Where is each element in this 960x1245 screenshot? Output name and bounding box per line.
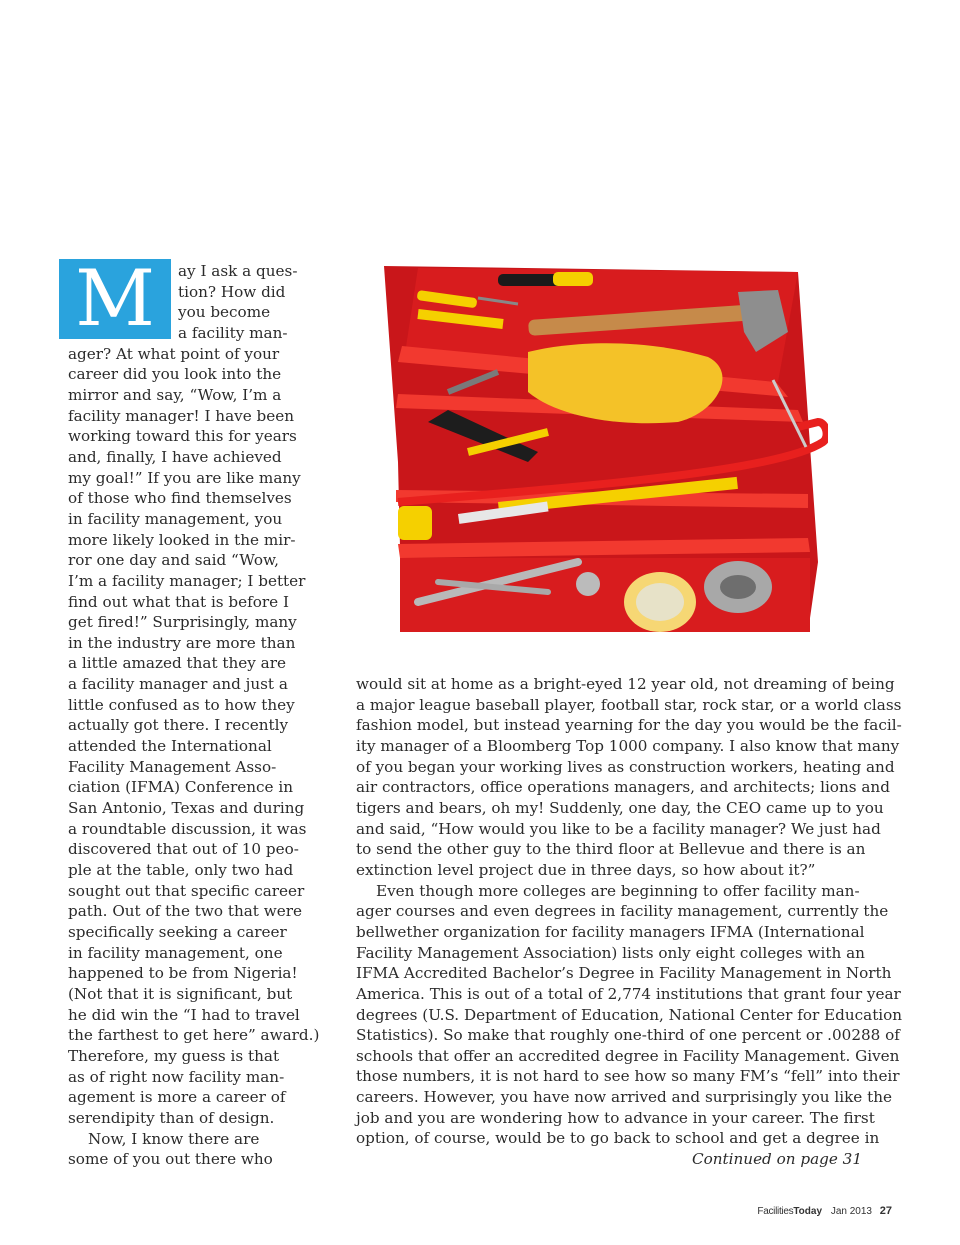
body-line: job and you are wondering how to advance in your career. The first [356, 1108, 875, 1127]
page-number: 27 [879, 1205, 892, 1217]
body-line: in facility management, one [68, 943, 283, 962]
body-line: Facility Management Asso- [68, 757, 277, 776]
body-line: actually got there. I recently [68, 716, 289, 735]
body-line: in facility management, you [68, 509, 283, 528]
body-line: get fired!” Surprisingly, many [68, 613, 297, 632]
body-line: Facility Management Association) lists only eight colleges with an [356, 943, 865, 962]
body-line: and, finally, I have achieved [68, 447, 282, 466]
body-line: tion? How did [178, 282, 286, 301]
drop-cap: M [59, 259, 171, 339]
publication-name-bold: Today [793, 1206, 823, 1217]
issue-date: Jan 2013 [830, 1206, 872, 1217]
body-line: IFMA Accredited Bachelor’s Degree in Facility Management in North [356, 964, 892, 983]
body-line: as of right now facility man- [68, 1067, 285, 1086]
body-line: Therefore, my guess is that [68, 1046, 280, 1065]
body-line: he did win the “I had to travel [68, 1005, 300, 1024]
page-footer [757, 1205, 892, 1217]
body-line: of you began your working lives as construction workers, heating and [356, 757, 895, 776]
body-line: working toward this for years [68, 427, 297, 446]
body-line: a facility man- [178, 323, 288, 342]
body-line: would sit at home as a bright-eyed 12 year old, not dreaming of being [356, 675, 895, 693]
body-line: air contractors, office operations managers, and architects; lions and [356, 778, 890, 797]
body-line: little confused as to how they [68, 695, 295, 714]
body-line: agement is more a career of [68, 1088, 286, 1107]
body-line: specifically seeking a career [68, 923, 287, 941]
body-line: of those who find themselves [68, 489, 292, 508]
body-line: sought out that specific career [68, 881, 305, 900]
body-line: facility manager! I have been [68, 406, 294, 425]
toolbox-photo [378, 262, 828, 652]
body-line: option, of course, would be to go back to school and get a degree in [356, 1129, 880, 1148]
body-line: more likely looked in the mir- [68, 530, 296, 549]
body-line: some of you out there who [68, 1150, 273, 1169]
body-line: San Antonio, Texas and during [68, 799, 305, 818]
body-line: the farthest to get here” award.) [68, 1026, 320, 1045]
body-line: serendipity than of design. [68, 1108, 275, 1127]
body-line: degrees (U.S. Department of Education, National Center for Education [356, 1005, 903, 1024]
article-left-column [68, 261, 320, 1170]
body-line: to send the other guy to the third floor at Bellevue and there is an [356, 840, 866, 859]
body-line: attended the International [68, 737, 272, 756]
body-line: ror one day and said “Wow, [68, 551, 279, 570]
body-line: Even though more colleges are beginning to offer facility man- [376, 881, 860, 900]
body-line: path. Out of the two that were [68, 902, 302, 921]
body-line: tigers and bears, oh my! Suddenly, one day, the CEO came up to you [356, 798, 884, 817]
article-right-column [356, 674, 903, 1170]
body-line: Now, I know there are [88, 1129, 260, 1148]
body-line: careers. However, you have now arrived and surprisingly you like the [356, 1088, 892, 1107]
publication-name: Facilities [757, 1206, 794, 1217]
body-line: and said, “How would you like to be a facility manager? We just had [356, 819, 881, 838]
body-line: a roundtable discussion, it was [68, 819, 307, 838]
body-line: find out what that is before I [68, 592, 289, 611]
body-line: ager? At what point of your [68, 344, 280, 363]
body-line: ity manager of a Bloomberg Top 1000 company. I also know that many [356, 736, 900, 755]
body-line: (Not that it is significant, but [68, 984, 293, 1003]
body-line: you become [178, 303, 271, 322]
body-line: my goal!” If you are like many [68, 468, 301, 487]
body-line: ciation (IFMA) Conference in [68, 778, 294, 797]
body-line: mirror and say, “Wow, I’m a [68, 385, 282, 404]
body-line: a major league baseball player, football star, rock star, or a world class [356, 695, 902, 714]
body-line: ple at the table, only two had [68, 861, 294, 880]
body-line: America. This is out of a total of 2,774 institutions that grant four year [356, 984, 901, 1003]
body-line: those numbers, it is not hard to see how so many FM’s “fell” into their [356, 1067, 900, 1086]
body-line: happened to be from Nigeria! [68, 964, 298, 983]
body-line: ay I ask a ques- [178, 262, 298, 280]
body-line: ager courses and even degrees in facility management, currently the [356, 902, 889, 921]
body-line: a little amazed that they are [68, 654, 286, 673]
body-line: I’m a facility manager; I better [68, 571, 306, 590]
body-line: career did you look into the [68, 365, 282, 384]
body-line: a facility manager and just a [68, 675, 288, 694]
body-line: bellwether organization for facility managers IFMA (International [356, 922, 865, 941]
body-line: extinction level project due in three days, so how about it?” [356, 860, 816, 879]
continued-note: Continued on page 31 [692, 1150, 862, 1169]
tape-measure-icon [398, 506, 432, 540]
body-line: in the industry are more than [68, 633, 296, 652]
body-line: schools that offer an accredited degree in Facility Management. Given [356, 1046, 900, 1065]
body-line: discovered that out of 10 peo- [68, 840, 299, 859]
body-line: fashion model, but instead yearning for the day you would be the facil- [356, 716, 902, 735]
body-line: Statistics). So make that roughly one-third of one percent or .00288 of [356, 1026, 900, 1045]
